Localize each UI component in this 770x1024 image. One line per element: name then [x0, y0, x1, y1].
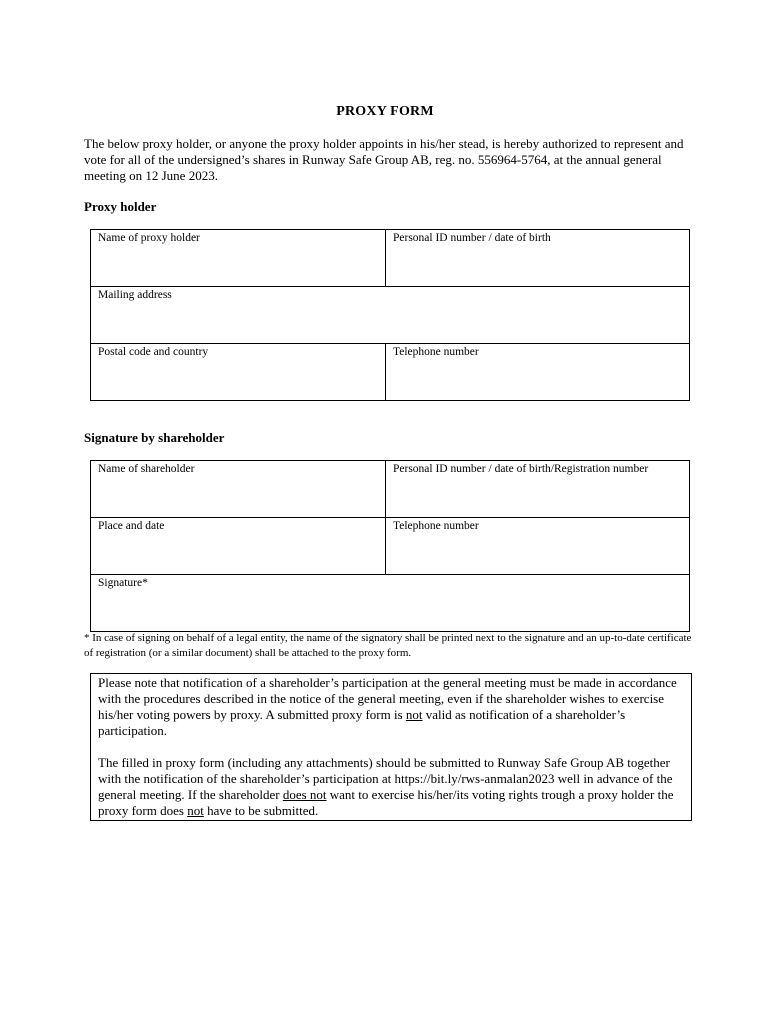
- notice-p1-text-b: valid as notification of a shareholder’s participation.: [98, 707, 626, 738]
- proxy-holder-mailing-field[interactable]: [91, 287, 690, 344]
- proxy-holder-name-label: Name of proxy holder: [98, 232, 200, 244]
- proxy-holder-postal-label: Postal code and country: [98, 346, 209, 358]
- intro-paragraph: The below proxy holder, or anyone the proxy holder appoints in his/her stead, is hereby authorized to represent and vote for all of the undersigned’s shares in Runway Safe Group AB, reg. no. 556964-5764, at the annual general meeting on 12 June 2023.: [84, 136, 684, 183]
- notice-box: [90, 673, 692, 821]
- shareholder-phone-label: Telephone number: [393, 520, 479, 532]
- notice-paragraph-2: [98, 755, 685, 819]
- proxy-holder-table: [90, 229, 690, 401]
- proxy-holder-heading: Proxy holder: [84, 199, 157, 214]
- proxy-holder-mailing-label: Mailing address: [98, 289, 172, 301]
- notice-paragraph-1: [98, 675, 685, 739]
- notice-p2-emphasis-1: does not: [282, 787, 327, 802]
- proxy-holder-name-field[interactable]: [91, 230, 386, 287]
- notice-p1-emphasis: not: [405, 707, 423, 722]
- signature-footnote: * In case of signing on behalf of a legal entity, the name of the signatory shall be printed next to the signature and an up-to-date certificate of registration (or a similar document) shall be attached to the proxy form.: [84, 632, 692, 659]
- shareholder-id-field[interactable]: [386, 461, 690, 518]
- proxy-holder-phone-field[interactable]: [386, 344, 690, 401]
- shareholder-place-date-label: Place and date: [98, 520, 165, 532]
- proxy-holder-id-field[interactable]: [386, 230, 690, 287]
- proxy-holder-postal-field[interactable]: [91, 344, 386, 401]
- notice-p2-text-a: The filled in proxy form (including any attachments) should be submitted to Runway Safe Group AB together with the notification of the shareholder’s participation at https://bit.ly/rws-anmalan2023 well in advance of the general meeting. If the shareholder: [98, 755, 673, 802]
- shareholder-name-field[interactable]: [91, 461, 386, 518]
- notice-p2-text-b: want to exercise his/her/its voting rights trough a proxy holder the proxy form does: [98, 787, 674, 818]
- notice-p1-text-a: Please note that notification of a shareholder’s participation at the general meeting must be made in accordance with the procedures described in the notice of the general meeting, even if the shareholder wishes to exercise his/her voting powers by proxy. A submitted proxy form is: [98, 675, 677, 722]
- shareholder-table: [90, 460, 690, 632]
- proxy-holder-phone-label: Telephone number: [393, 346, 479, 358]
- notice-p2-emphasis-2: not: [187, 803, 204, 818]
- shareholder-name-label: Name of shareholder: [98, 463, 195, 475]
- page-title: PROXY FORM: [336, 104, 434, 119]
- shareholder-id-label: Personal ID number / date of birth/Registration number: [393, 463, 649, 475]
- notice-p2-text-c: have to be submitted.: [203, 803, 319, 818]
- shareholder-place-date-field[interactable]: [91, 518, 386, 575]
- shareholder-heading: Signature by shareholder: [84, 430, 225, 445]
- shareholder-signature-field[interactable]: [91, 575, 690, 632]
- shareholder-signature-label: Signature*: [98, 577, 148, 589]
- shareholder-phone-field[interactable]: [386, 518, 690, 575]
- proxy-holder-id-label: Personal ID number / date of birth: [393, 232, 551, 244]
